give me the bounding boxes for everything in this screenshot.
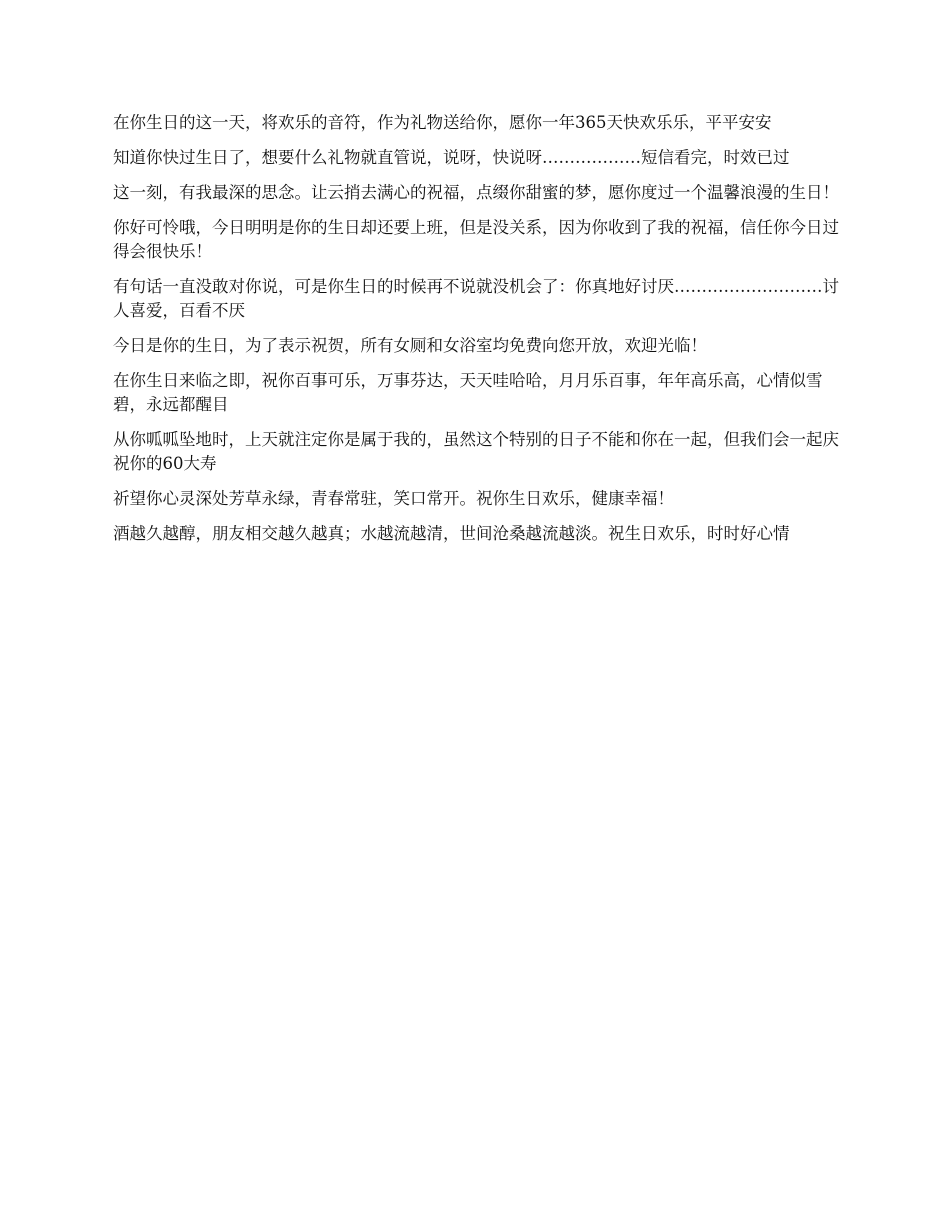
paragraph: 这一刻，有我最深的思念。让云捎去满心的祝福，点缀你甜蜜的梦，愿你度过一个温馨浪漫的生日！ (113, 183, 839, 202)
paragraph: 从你呱呱坠地时，上天就注定你是属于我的，虽然这个特别的日子不能和你在一起，但我们会一起庆祝你的60大寿 (113, 430, 839, 473)
paragraph: 有句话一直没敢对你说，可是你生日的时候再不说就没机会了：你真地好讨厌………………………讨人喜爱，百看不厌 (113, 277, 839, 320)
paragraph: 你好可怜哦，今日明明是你的生日却还要上班，但是没关系，因为你收到了我的祝福，信任你今日过得会很快乐！ (113, 218, 839, 261)
paragraph: 在你生日来临之即，祝你百事可乐，万事芬达，天天哇哈哈，月月乐百事，年年高乐高，心情似雪碧，永远都醒目 (113, 371, 823, 414)
paragraph: 今日是你的生日，为了表示祝贺，所有女厕和女浴室均免费向您开放，欢迎光临！ (113, 336, 707, 355)
paragraph: 酒越久越醇，朋友相交越久越真；水越流越清，世间沧桑越流越淡。祝生日欢乐，时时好心情 (113, 524, 790, 543)
paragraph: 祈望你心灵深处芳草永绿，青春常驻，笑口常开。祝你生日欢乐，健康幸福！ (113, 489, 674, 508)
paragraph: 知道你快过生日了，想要什么礼物就直管说，说呀，快说呀………………短信看完，时效已过 (113, 148, 790, 167)
paragraph: 在你生日的这一天，将欢乐的音符，作为礼物送给你，愿你一年365天快欢乐乐，平平安安 (113, 113, 772, 132)
document-body (113, 111, 840, 557)
